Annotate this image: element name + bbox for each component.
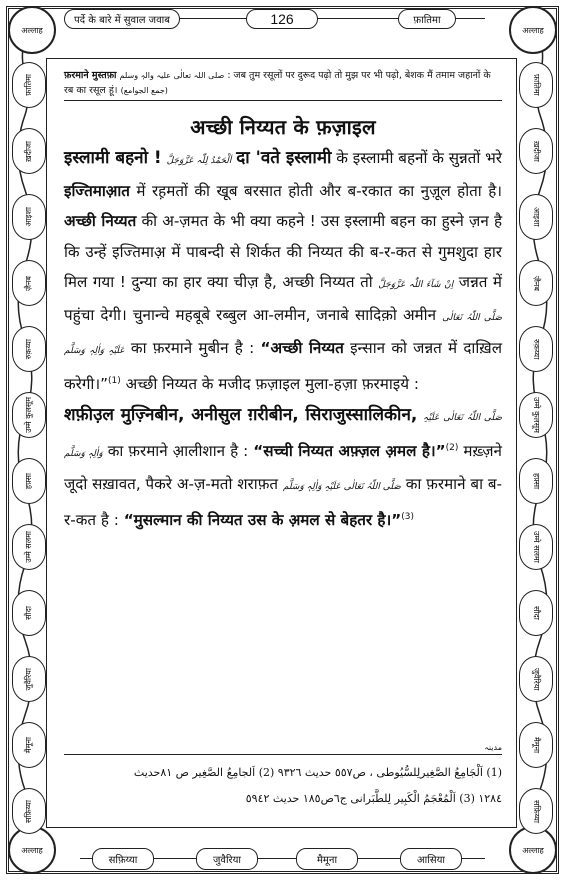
section-heading: अच्छी निय्यत के फ़ज़ाइल — [190, 115, 376, 139]
corner-medallion-bottom-right: अल्लाह — [509, 826, 557, 874]
banner-arabic: صلی اللہ تعالٰی علیہ والہٖ وسلم — [119, 71, 225, 80]
book-title-tab: पर्दे के बारे में सुवाल जवाब — [64, 9, 180, 29]
margin-medallion-left: हफ़्सा — [12, 458, 46, 504]
margin-medallion-left: सफ़िय्या — [12, 788, 46, 834]
footnote-marker: (3) — [401, 512, 414, 523]
footnote-marker: (2) — [445, 442, 459, 453]
corner-medallion-top-right: अल्लाह — [509, 6, 557, 54]
text-run: का फ़रमाने बा ब-र-कत है : — [64, 475, 503, 530]
bottom-name-tab: आसिया — [400, 848, 462, 870]
margin-medallion-right: उम्मे सलमा — [519, 524, 553, 570]
text-bold: इस्लामी बहनो ! — [64, 148, 162, 168]
footnote-line: ١٢٨٤ (3) اَلْمُعْجَمُ الْکَبِیر لِلطَّبَرانی ج٦ص١٨٥ حدیث ٥٩٤٢ — [245, 792, 502, 805]
text-bold: दा 'वते इस्लामी — [236, 148, 332, 168]
margin-medallion-right: मैमूना — [519, 722, 553, 768]
text-bold: “मुसल्मान की निय्यत उस के अ़मल से बेहतर है।” — [123, 511, 402, 530]
text-run: जन्नत में पहुंचा देगी। चुनान्चे महबूबे रब्बुल आ-लमीन, जनाबे सादिक़ो अमीन — [64, 272, 503, 325]
text-bold: “सच्ची निय्यत अफ़्ज़ल अ़मल है।” — [253, 441, 446, 460]
margin-medallion-left: सौदा — [12, 590, 46, 636]
margin-medallion-right: उम्मे कुलसूम — [519, 392, 553, 438]
margin-medallion-right: हफ़्सा — [519, 458, 553, 504]
bottom-name-tab: जुवैरिया — [196, 848, 258, 870]
text-run: की अ-ज़मत के भी क्या कहने ! उस इस्लामी बहन का हुस्ने ज़न है कि उन्हें इज्तिमाअ़ में पाबन्दी से शिर्कत की निय्यत की ब-र-कत से गुमशुदा हार मिल गया ! दुन्या का हार क्या चीज़ है, अच्छी निय्यत तो — [64, 212, 503, 291]
margin-medallion-right: फ़ातिमा — [519, 62, 553, 108]
margin-medallion-left: जुवैरिया — [12, 656, 46, 702]
text-run: का फ़रमाने मुबीन है : — [130, 339, 255, 358]
banner-text: : जब तुम रसूलों पर दुरूद पढ़ो तो मुझ पर भी पढ़ो, बेशक मैं तमाम जहानों के रब का रसूल हूं। — [64, 70, 491, 96]
text-run: में रह़मतों की खूब बरसात होती और ब-रकात का नुज़ूल होता है। — [136, 182, 503, 201]
hadith-banner — [64, 68, 502, 101]
arabic-phrase: اِنْ شَآءَ اللّٰہ عَزَّوَجَلَّ — [378, 279, 454, 290]
margin-medallion-left: उम्मे कुलसूम — [12, 392, 46, 438]
text-bold: अच्छी निय्यत — [64, 212, 137, 231]
margin-medallion-left: ज़ैनब — [12, 260, 46, 306]
body-text — [64, 143, 502, 536]
text-run: इन्सान को जन्नत में दाख़िल करेगी।” — [64, 339, 503, 394]
page-number: 126 — [246, 9, 318, 29]
text-bold: इज्तिमाआ़त — [64, 182, 130, 201]
corner-medallion-bottom-left: अल्लाह — [8, 826, 56, 874]
arabic-phrase: اَلْحَمْدُ لِلّٰہ عَزَّوَجَلَّ — [166, 156, 232, 166]
footnotes — [64, 760, 502, 812]
corner-medallion-top-left: अल्लाह — [8, 6, 56, 54]
bottom-name-tab: मैमूना — [296, 848, 358, 870]
margin-medallion-right: जुवैरिया — [519, 656, 553, 702]
arabic-phrase: صَلَّی اللّٰہُ تَعَالٰی عَلَیْہِ وَاٰلِہٖ وَسَلَّم — [282, 482, 401, 493]
text-run: अच्छी निय्यत के मजीद फ़ज़ाइल मुला-हज़ा फ़रमाइये : — [125, 375, 419, 394]
text-run: के इस्लामी बहनों के सुन्नतों भरे — [336, 149, 503, 167]
margin-medallion-left: फ़ातिमा — [12, 62, 46, 108]
paragraph-2 — [64, 400, 502, 536]
footnote-marker: (1) — [107, 376, 121, 387]
footnote-separator-label: مدینہ — [484, 743, 502, 752]
text-run: का फ़रमाने आ़लीशान है : — [107, 441, 249, 460]
margin-medallion-right: आइशा — [519, 194, 553, 240]
margin-medallion-right: ज़ैनब — [519, 260, 553, 306]
margin-medallion-right: सौदा — [519, 590, 553, 636]
arabic-phrase: صَلَّی اللّٰہُ تَعَالٰی عَلَیْہِ وَاٰلِہٖ وَسَلَّم — [64, 412, 502, 459]
text-bold: “अच्छी निय्यत — [260, 339, 344, 358]
text-bold: शफ़ीउ़ल मुज़्निबीन, अनीसुल ग़रीबीन, सिराजुस्सालिकीन, — [64, 404, 418, 425]
margin-medallion-right: ख़दीजा — [519, 128, 553, 174]
margin-medallion-left: रुक़य्या — [12, 326, 46, 372]
margin-medallion-left: उम्मे सलमा — [12, 524, 46, 570]
footnote-separator — [64, 743, 502, 755]
margin-medallion-right: रुक़य्या — [519, 326, 553, 372]
margin-medallion-left: आइशा — [12, 194, 46, 240]
bottom-name-tab: सफ़िय्या — [92, 848, 154, 870]
banner-label: फ़रमाने मुस्तफ़ा — [64, 70, 117, 81]
margin-medallion-right: सफ़िय्या — [519, 788, 553, 834]
header-name-tab: फ़ातिमा — [398, 9, 456, 29]
banner-source: (جمع الجوامع) — [120, 86, 168, 95]
margin-medallion-left: मैमूना — [12, 722, 46, 768]
paragraph-1 — [64, 143, 502, 400]
margin-medallion-left: ख़दीजा — [12, 128, 46, 174]
text-run: मख़्ज़ने जूदो सख़ावत, पैकरे अ-ज़-मतो शराफ़त — [64, 441, 502, 494]
footnote-line: (1) اَلْجَامِعُ الصَّغِیرلِلسُّیُوطی ، ص٥٥٧ حدیث ٩٣٢٦ (2) اَلجامِعُ الصَّغِیر ص ٨١حدیث — [133, 766, 502, 779]
arabic-phrase: صَلَّی اللّٰہُ تَعَالٰی عَلَیْہِ وَاٰلِہٖ وَسَلَّم — [64, 313, 502, 357]
